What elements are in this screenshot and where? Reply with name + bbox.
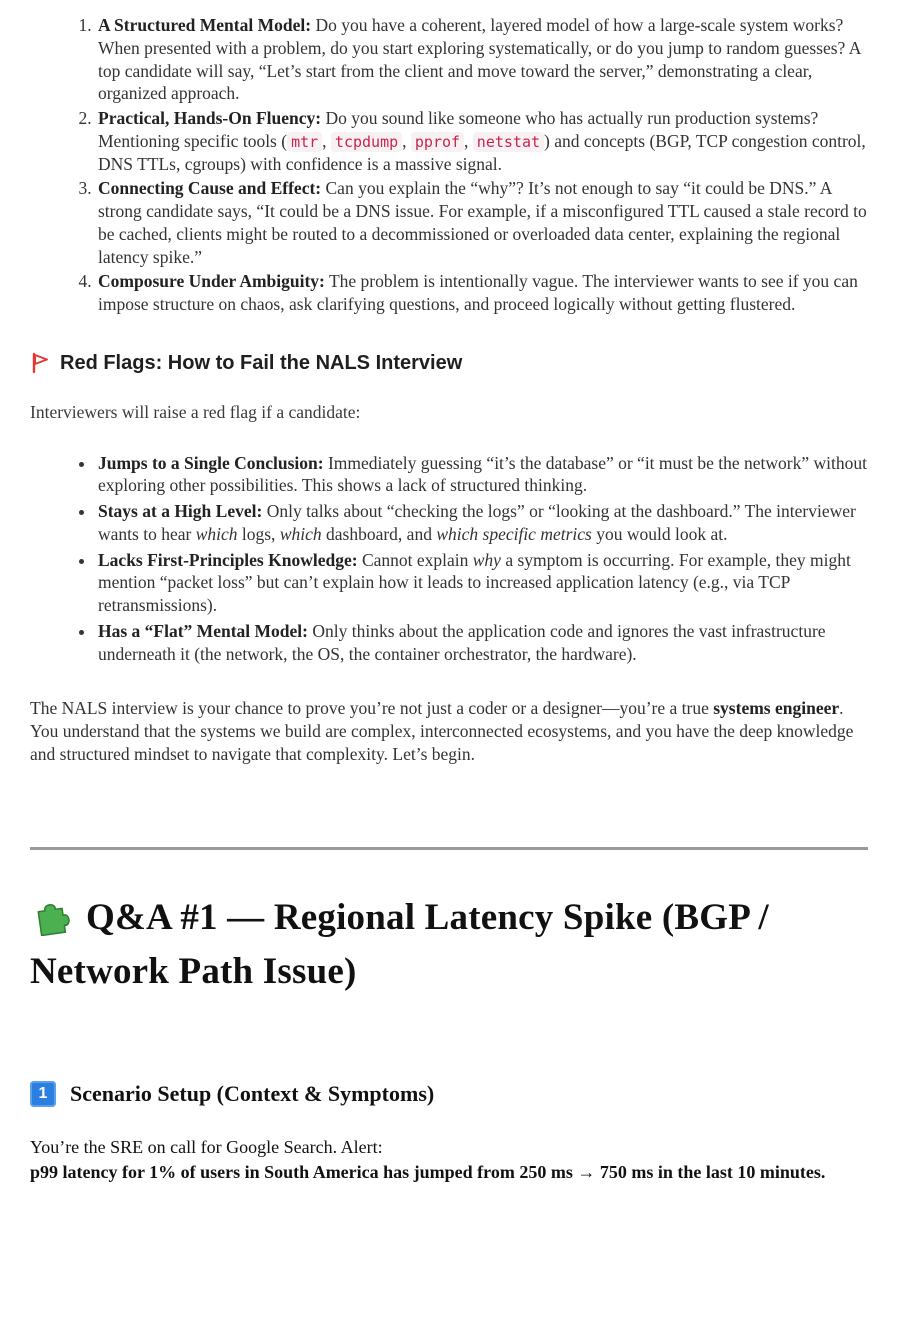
list-item-text: a symptom is occurring. For example, they might mention “packet loss” but can’t explain how it leads to increased application latency (e.g., via TCP retransmissions). [98,549,851,615]
closing-text: . You understand that the systems we build are complex, interconnected ecosystems, and you have the deep knowledge and structured mindset to navigate that complexity. Let’s begin. [30,698,854,765]
red-flags-intro: Interviewers will raise a red flag if a candidate: [30,401,361,422]
list-item [96,270,868,316]
emphasis-text: which [195,523,238,544]
emphasis-text: which specific metrics [436,523,592,544]
code-span: tcpdump [331,132,402,152]
scenario-alert-bold: p99 latency for 1% of users in South America has jumped from 250 ms → 750 ms in the last 10 minutes. [30,1161,826,1182]
list-item-title: Practical, Hands-On Fluency: [98,108,322,128]
red-flags-bullet-list [30,452,868,666]
section-divider [30,847,868,850]
emphasis-text: which [279,523,322,544]
keycap-1-icon: 1 [30,1081,56,1107]
scenario-line1: You’re the SRE on call for Google Search. Alert: [30,1137,383,1158]
emphasis-text: why [472,549,501,570]
closing-bold: systems engineer [713,698,840,719]
red-flags-heading-text: Red Flags: How to Fail the NALS Interview [60,351,463,374]
closing-text: The NALS interview is your chance to prove you’re not just a coder or a designer—you’re a true [30,698,714,719]
list-item-text: Cannot explain [357,549,473,570]
list-item-text: Immediately guessing “it’s the database” or “it must be the network” without exploring other possibilities. This shows a lack of structured thinking. [98,452,867,496]
separator: , [402,130,411,151]
list-item-text: Only thinks about the application code and ignores the vast infrastructure underneath it (the network, the OS, the container orchestrator, the hardware). [98,620,826,664]
list-item [96,14,868,105]
list-item-title: Has a “Flat” Mental Model: [98,620,308,641]
list-item-text: Do you have a coherent, layered model of how a large-scale system works? When presented with a problem, do you start exploring systematically, or do you jump to random guesses? A top candidate will say, “Let’s start from the client and move toward the server,” demonstrating a clear, organized approach. [98,15,861,104]
list-item-title: Jumps to a Single Conclusion: [98,452,324,473]
list-item-text: Can you explain the “why”? It’s not enough to say “it could be DNS.” A strong candidate says, “It could be a DNS issue. For example, if a misconfigured TTL caused a stale record to be cached, clients might be routed to a decommissioned or overloaded data center, explaining the regional latency spike.” [98,178,867,267]
scenario-alert [30,1135,868,1184]
scenario-heading-text: Scenario Setup (Context & Symptoms) [70,1081,435,1107]
list-item-title: Stays at a High Level: [98,501,263,521]
code-span: pprof [411,132,464,152]
list-item-text: ) and concepts (BGP, TCP congestion control, DNS TTLs, cgroups) with confidence is a massive signal. [98,130,866,174]
list-item-title: Composure Under Ambiguity: [98,271,325,292]
list-item-text: The problem is intentionally vague. The interviewer wants to see if you can impose structure on chaos, ask clarifying questions, and proceed logically without getting flustered. [98,271,858,314]
list-item-title: Connecting Cause and Effect: [98,178,322,199]
qa-section-title [30,894,868,996]
red-flag-icon [30,352,50,374]
list-item [96,177,868,268]
list-item [96,620,868,666]
list-item-text: you would look at. [591,523,728,544]
list-item-text: Only talks about “checking the logs” or “looking at the dashboard.” The interviewer wants to hear [98,501,856,544]
list-item-text: logs, [237,523,280,544]
closing-paragraph [30,697,868,766]
scenario-heading [30,1081,868,1107]
list-item [96,107,868,175]
list-item-title: Lacks First-Principles Knowledge: [98,549,358,570]
puzzle-icon [30,896,72,948]
qa-title-text: Q&A #1 — Regional Latency Spike (BGP / Network Path Issue) [30,896,769,992]
list-item-text: Do you sound like someone who has actually run production systems? Mentioning specific tools ( [98,108,819,151]
red-flags-heading [30,352,868,375]
list-item-title: A Structured Mental Model: [98,15,312,35]
list-item-text: dashboard, and [321,523,437,544]
list-item [96,549,868,617]
code-span: netstat [473,132,544,152]
code-span: mtr [287,132,322,152]
separator: , [464,130,473,151]
list-item [96,452,868,498]
separator: , [322,130,331,151]
list-item [96,500,868,546]
signals-numbered-list [30,14,868,316]
